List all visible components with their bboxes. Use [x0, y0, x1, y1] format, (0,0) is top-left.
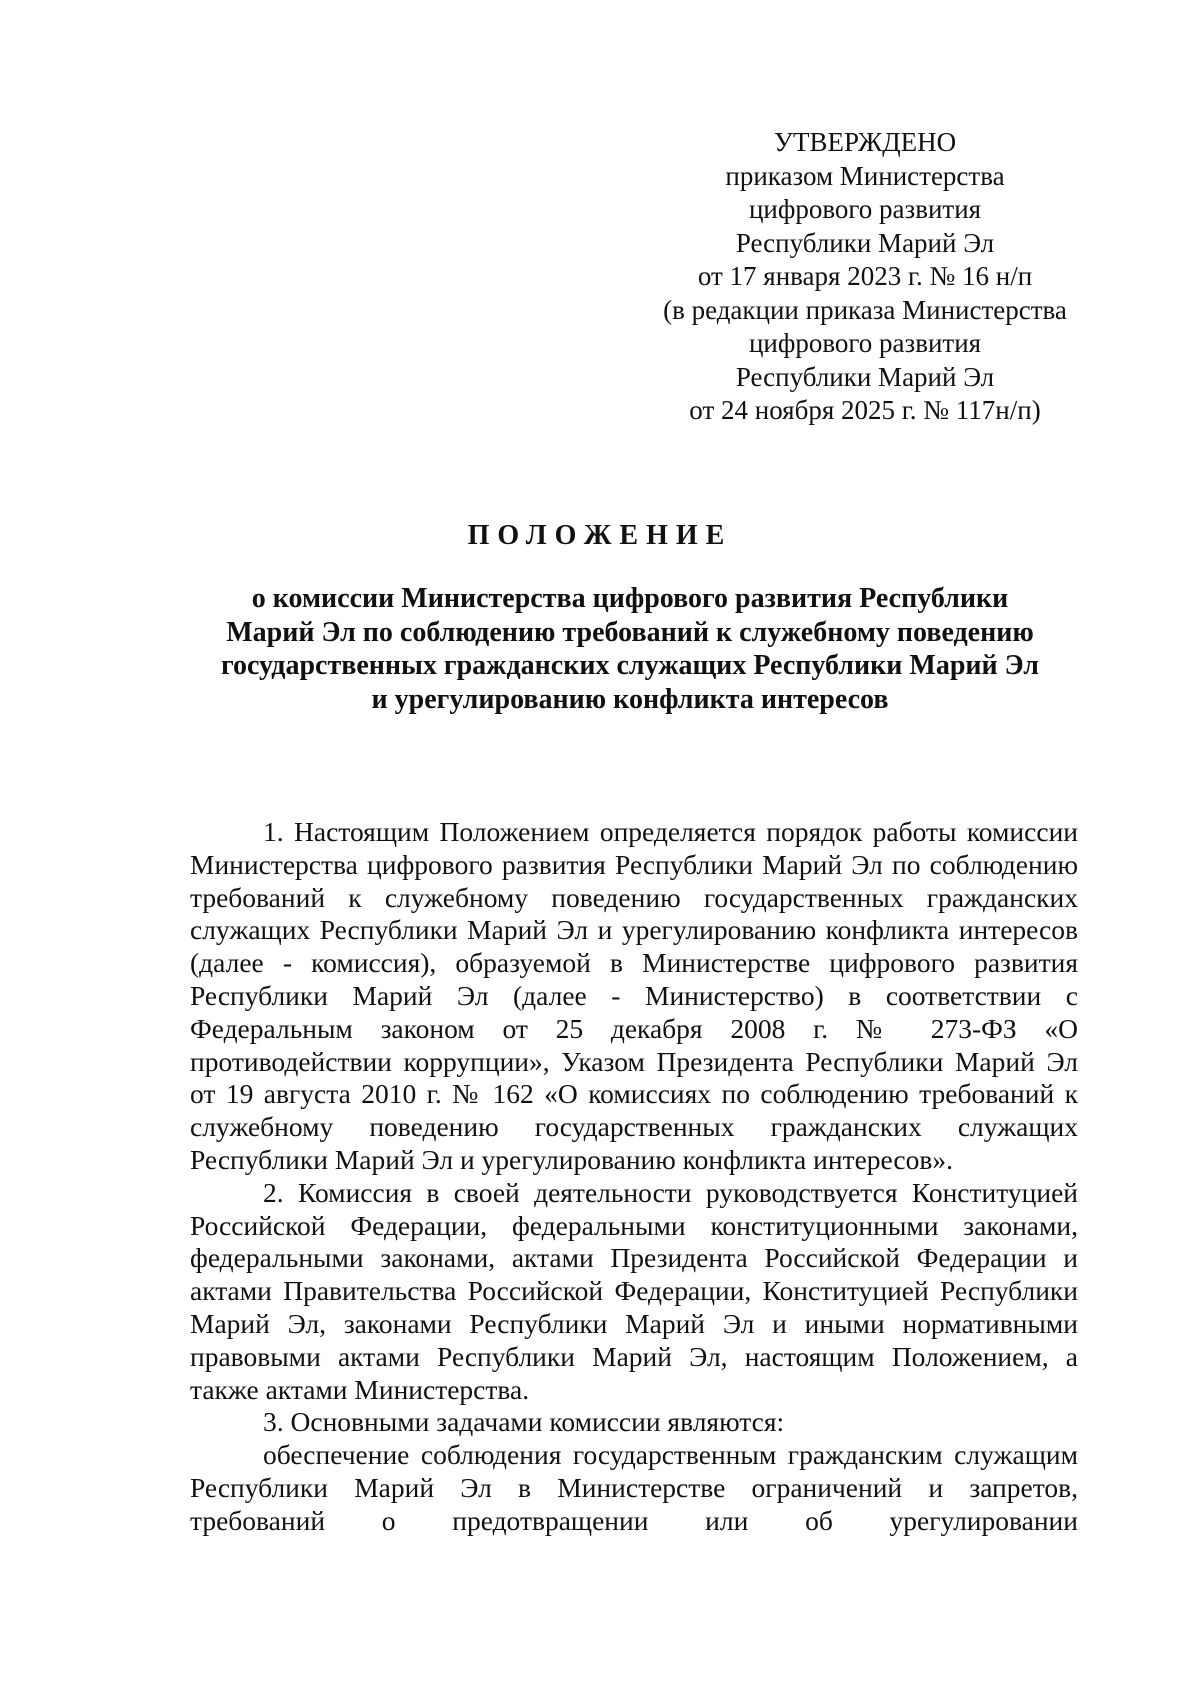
subtitle-line: Марий Эл по соблюдению требований к служебному поведению — [226, 616, 1034, 648]
document-title: ПОЛОЖЕНИЕ — [467, 520, 733, 551]
document-subtitle — [190, 582, 1070, 716]
paragraph-1: 1. Настоящим Положением определяется порядок работы комиссии Министерства цифрового развития Республики Марий Эл по соблюдению требований к служебному поведению государственных гражданских служащих Республики Марий Эл и урегулированию конфликта интересов (далее - комиссия), образуемой в Министерстве цифрового развития Республики Марий Эл (далее - Министерство) в соответствии с Федеральным законом от 25 декабря 2008 г. № 273-ФЗ «О противодействии коррупции», Указом Президента Республики Марий Эл от 19 августа 2010 г. № 162 «О комиссиях по соблюдению требований к служебному поведению государственных гражданских служащих Республики Марий Эл и урегулированию конфликта интересов». — [190, 816, 1078, 1175]
approval-date-line: от 24 ноября 2025 г. № 117н/п) — [689, 395, 1041, 425]
approval-line: (в редакции приказа Министерства — [663, 294, 1067, 325]
approval-date-line: от 17 января 2023 г. № 16 н/п — [697, 261, 1033, 291]
subtitle-line: о комиссии Министерства цифрового развития Республики — [251, 583, 1009, 614]
subtitle-line: и урегулированию конфликта интересов — [371, 683, 889, 715]
paragraph-3-item: обеспечение соблюдения государственным гражданским служащим Республики Марий Эл в Министерстве ограничений и запретов, требований о предотвращении или об урегулировании — [190, 1439, 1078, 1536]
approval-line: Республики Марий Эл — [735, 227, 995, 258]
paragraph-2: 2. Комиссия в своей деятельности руководствуется Конституцией Российской Федерации, федеральными конституционными законами, федеральными законами, актами Президента Российской Федерации и актами Правительства Российской Федерации, Конституцией Республики Марий Эл, законами Республики Марий Эл и иными нормативными правовыми актами Республики Марий Эл, настоящим Положением, а также актами Министерства. — [190, 1176, 1078, 1405]
approval-line: приказом Министерства — [725, 160, 1005, 191]
document-body — [190, 816, 1078, 1538]
approval-heading: УТВЕРЖДЕНО — [773, 127, 957, 157]
paragraph-3: 3. Основными задачами комиссии являются: — [263, 1406, 785, 1438]
approval-line: цифрового развития — [748, 328, 982, 358]
approval-line: цифрового развития — [748, 194, 982, 224]
approval-line: Республики Марий Эл — [735, 361, 995, 392]
subtitle-line: государственных гражданских служащих Республики Марий Эл — [220, 650, 1040, 681]
approval-stamp-block — [640, 126, 1090, 428]
